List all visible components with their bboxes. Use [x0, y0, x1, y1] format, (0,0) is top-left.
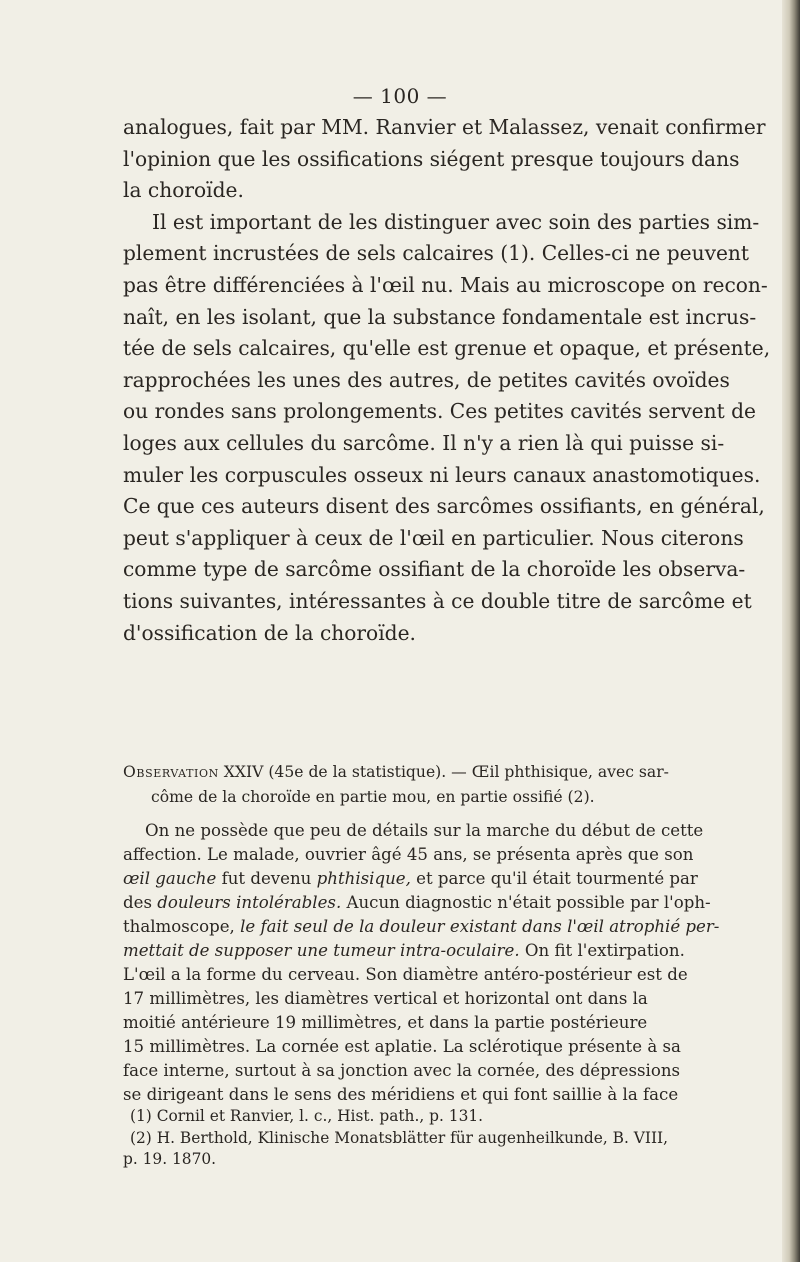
- text-span: thalmoscope,: [123, 917, 241, 936]
- text-line: face interne, surtout à sa jonction avec la cornée, des dépressions: [123, 1061, 681, 1080]
- text-line: rapprochées les unes des autres, de petites cavités ovoïdes: [123, 367, 730, 392]
- footnotes: [123, 1106, 788, 1171]
- italic-text: mettait de supposer une tumeur intra-oculaire.: [123, 941, 520, 960]
- text-span: Aucun diagnostic n'était possible par l'oph-: [341, 893, 711, 912]
- italic-text: le fait seul de la douleur existant dans l'œil atrophié per-: [240, 917, 720, 936]
- text-line: tions suivantes, intéressantes à ce double titre de sarcôme et: [123, 588, 752, 613]
- observation-heading: [123, 760, 788, 810]
- text-line: [123, 867, 788, 891]
- text-line: d'ossification de la choroïde.: [123, 620, 416, 645]
- italic-text: œil gauche: [123, 869, 217, 888]
- text-span: et parce qu'il était tourmenté par: [410, 869, 698, 888]
- text-line: [123, 891, 788, 915]
- text-line: Il est important de les distinguer avec soin des parties sim-: [152, 209, 760, 234]
- text-span: On fit l'extirpation.: [519, 941, 685, 960]
- text-line: peut s'appliquer à ceux de l'œil en particulier. Nous citerons: [123, 525, 744, 550]
- text-line: tée de sels calcaires, qu'elle est grenue et opaque, et présente,: [123, 336, 771, 361]
- text-line: moitié antérieure 19 millimètres, et dans la partie postérieure: [123, 1013, 648, 1032]
- italic-text: douleurs intolérables.: [157, 893, 342, 912]
- text-span: fut devenu: [216, 869, 317, 888]
- page-number: — 100 —: [352, 84, 448, 108]
- text-line: [123, 939, 788, 963]
- text-line: 15 millimètres. La cornée est aplatie. La sclérotique présente à sa: [123, 1037, 681, 1056]
- observation-text: [123, 819, 788, 1107]
- footnote: (1) Cornil et Ranvier, l. c., Hist. path., p. 131.: [130, 1107, 484, 1125]
- text-line: L'œil a la forme du cerveau. Son diamètre antéro-postérieur est de: [123, 965, 688, 984]
- text-line: l'opinion que les ossifications siégent presque toujours dans: [123, 146, 740, 171]
- text-line: pas être différenciées à l'œil nu. Mais au microscope on recon-: [123, 272, 768, 297]
- text-line: se dirigeant dans le sens des méridiens et qui font saillie à la face: [123, 1085, 679, 1104]
- footnote: p. 19. 1870.: [123, 1150, 217, 1168]
- footnote: (2) H. Berthold, Klinische Monatsblätter für augenheilkunde, B. VIII,: [130, 1128, 668, 1147]
- text-line: plement incrustées de sels calcaires (1). Celles-ci ne peuvent: [123, 241, 750, 266]
- text-line: muler les corpuscules osseux ni leurs canaux anastomotiques.: [123, 462, 761, 487]
- text-line: Ce que ces auteurs disent des sarcômes ossifiants, en général,: [123, 494, 765, 519]
- text-line: [123, 915, 788, 939]
- text-line: loges aux cellules du sarcôme. Il n'y a rien là qui puisse si-: [123, 430, 725, 455]
- text-line: ou rondes sans prolongements. Ces petites cavités servent de: [123, 399, 756, 424]
- main-text: [123, 112, 788, 649]
- observation-heading-line: côme de la choroïde en partie mou, en partie ossifié (2).: [151, 788, 595, 806]
- text-line: 17 millimètres, les diamètres vertical et horizontal ont dans la: [123, 989, 648, 1008]
- observation-label: Observation: [123, 763, 219, 781]
- text-line: la choroïde.: [123, 178, 244, 203]
- observation-heading-line: [123, 760, 788, 785]
- text-line: On ne possède que peu de détails sur la marche du début de cette: [145, 821, 704, 840]
- text-line: naît, en les isolant, que la substance fondamentale est incrus-: [123, 304, 757, 329]
- text-span: des: [123, 893, 158, 912]
- observation-title: XXIV (45e de la statistique). — Œil phthisique, avec sar-: [218, 763, 669, 781]
- italic-text: phthisique,: [316, 869, 411, 888]
- text-line: analogues, fait par MM. Ranvier et Malassez, venait confirmer: [123, 115, 766, 139]
- text-line: comme type de sarcôme ossifiant de la choroïde les observa-: [123, 557, 746, 582]
- text-line: affection. Le malade, ouvrier âgé 45 ans, se présenta après que son: [123, 845, 694, 864]
